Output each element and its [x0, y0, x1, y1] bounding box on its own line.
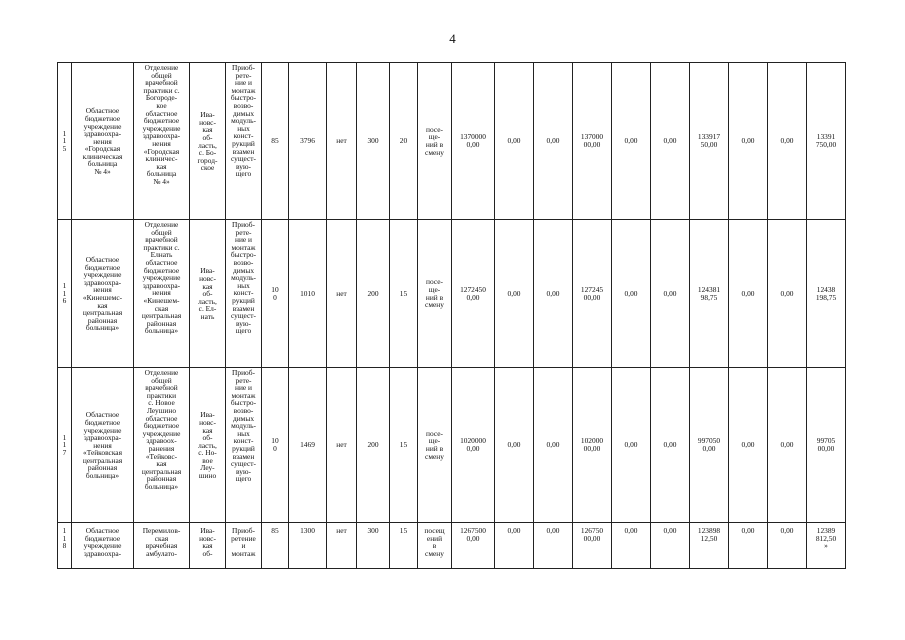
work-type: Приоб- рете- ние и монтаж быстро- возво- димых модуль- ных конст- рукций взамен сущест- вую- щего: [226, 220, 262, 368]
value-1: 1020000 0,00: [452, 368, 495, 523]
value-2: 0,00: [495, 523, 534, 569]
value-3: 0,00: [534, 220, 573, 368]
value-2: 0,00: [495, 220, 534, 368]
table-row: [58, 368, 846, 523]
location: Ива- новс- кая об-: [190, 523, 226, 569]
value-9: 0,00: [768, 220, 807, 368]
table-row: [58, 63, 846, 220]
cell-c5: 20: [390, 63, 418, 220]
row-number: 1 1 6: [58, 220, 72, 368]
cell-c1: 85: [262, 63, 289, 220]
row-number: 1 1 8: [58, 523, 72, 569]
value-5: 0,00: [612, 63, 651, 220]
value-1: 1267500 0,00: [452, 523, 495, 569]
facility-name: Перемилов- ская врачебная амбулато-: [134, 523, 190, 569]
value-10: 13391 750,00: [807, 63, 846, 220]
cell-c3: нет: [327, 523, 357, 569]
institution-name: Областное бюджетное учреждение здравоохра- нения «Тейковская центральная районная больница»: [72, 368, 134, 523]
value-5: 0,00: [612, 220, 651, 368]
value-10: 12438 198,75: [807, 220, 846, 368]
cell-c5: 15: [390, 523, 418, 569]
capacity-unit: посе- ще- ний в смену: [418, 368, 452, 523]
value-5: 0,00: [612, 523, 651, 569]
cell-c1: 85: [262, 523, 289, 569]
value-7: 997050 0,00: [690, 368, 729, 523]
work-type: Приоб- рете- ние и монтаж быстро- возво- димых модуль- ных конст- рукций взамен сущест- вую- щего: [226, 63, 262, 220]
capacity-unit: посе- ще- ний в смену: [418, 220, 452, 368]
row-number: 1 1 5: [58, 63, 72, 220]
cell-c1: 10 0: [262, 220, 289, 368]
cell-c1: 10 0: [262, 368, 289, 523]
facility-name: Отделение общей врачебной практики с. Новое Леушино областное бюджетное учреждение здравоох- ранения «Тейковс- кая центральная районная больница»: [134, 368, 190, 523]
value-3: 0,00: [534, 523, 573, 569]
value-2: 0,00: [495, 368, 534, 523]
location: Ива- новс- кая об- ласть, с. Бо- город- ское: [190, 63, 226, 220]
cell-c4: 300: [357, 523, 390, 569]
value-4: 137000 00,00: [573, 63, 612, 220]
page-number: 4: [449, 31, 456, 46]
value-7: 133917 50,00: [690, 63, 729, 220]
facility-name: Отделение общей врачебной практики с. Елнать областное бюджетное учреждение здравоохра- нения «Кинешем- ская центральная районная больница»: [134, 220, 190, 368]
value-3: 0,00: [534, 368, 573, 523]
facility-name: Отделение общей врачебной практики с. Богороде- кое областное бюджетное учреждение здравоохра- нения «Городская клиничес- кая больница № 4»: [134, 63, 190, 220]
value-4: 126750 00,00: [573, 523, 612, 569]
value-10: 12389 812,50 »: [807, 523, 846, 569]
table-row: [58, 220, 846, 368]
cell-c3: нет: [327, 368, 357, 523]
cell-c2: 1010: [289, 220, 327, 368]
value-10: 99705 00,00: [807, 368, 846, 523]
value-5: 0,00: [612, 368, 651, 523]
value-1: 1272450 0,00: [452, 220, 495, 368]
capacity-unit: посе- ще- ний в смену: [418, 63, 452, 220]
objects-table: [57, 62, 846, 569]
cell-c4: 200: [357, 220, 390, 368]
cell-c2: 3796: [289, 63, 327, 220]
table-row: [58, 523, 846, 569]
value-9: 0,00: [768, 63, 807, 220]
value-9: 0,00: [768, 368, 807, 523]
location: Ива- новс- кая об- ласть, с. Но- вое Леу- шино: [190, 368, 226, 523]
institution-name: Областное бюджетное учреждение здравоохра- нения «Кинешемс- кая центральная районная больница»: [72, 220, 134, 368]
cell-c2: 1300: [289, 523, 327, 569]
work-type: Приоб- ретение и монтаж: [226, 523, 262, 569]
work-type: Приоб- рете- ние и монтаж быстро- возво- димых модуль- ных конст- рукций взамен сущест- вую- щего: [226, 368, 262, 523]
value-6: 0,00: [651, 368, 690, 523]
institution-name: Областное бюджетное учреждение здравоохра-: [72, 523, 134, 569]
value-7: 123898 12,50: [690, 523, 729, 569]
value-7: 124381 98,75: [690, 220, 729, 368]
value-3: 0,00: [534, 63, 573, 220]
value-4: 102000 00,00: [573, 368, 612, 523]
value-8: 0,00: [729, 368, 768, 523]
cell-c4: 200: [357, 368, 390, 523]
value-8: 0,00: [729, 63, 768, 220]
cell-c2: 1469: [289, 368, 327, 523]
value-1: 1370000 0,00: [452, 63, 495, 220]
cell-c3: нет: [327, 63, 357, 220]
value-6: 0,00: [651, 523, 690, 569]
capacity-unit: посещ ений в смену: [418, 523, 452, 569]
value-9: 0,00: [768, 523, 807, 569]
cell-c5: 15: [390, 368, 418, 523]
cell-c4: 300: [357, 63, 390, 220]
value-8: 0,00: [729, 523, 768, 569]
institution-name: Областное бюджетное учреждение здравоохра- нения «Городская клиническая больница № 4»: [72, 63, 134, 220]
value-6: 0,00: [651, 63, 690, 220]
value-6: 0,00: [651, 220, 690, 368]
value-4: 127245 00,00: [573, 220, 612, 368]
cell-c3: нет: [327, 220, 357, 368]
value-2: 0,00: [495, 63, 534, 220]
row-number: 1 1 7: [58, 368, 72, 523]
location: Ива- новс- кая об- ласть, с. Ел- нать: [190, 220, 226, 368]
cell-c5: 15: [390, 220, 418, 368]
value-8: 0,00: [729, 220, 768, 368]
